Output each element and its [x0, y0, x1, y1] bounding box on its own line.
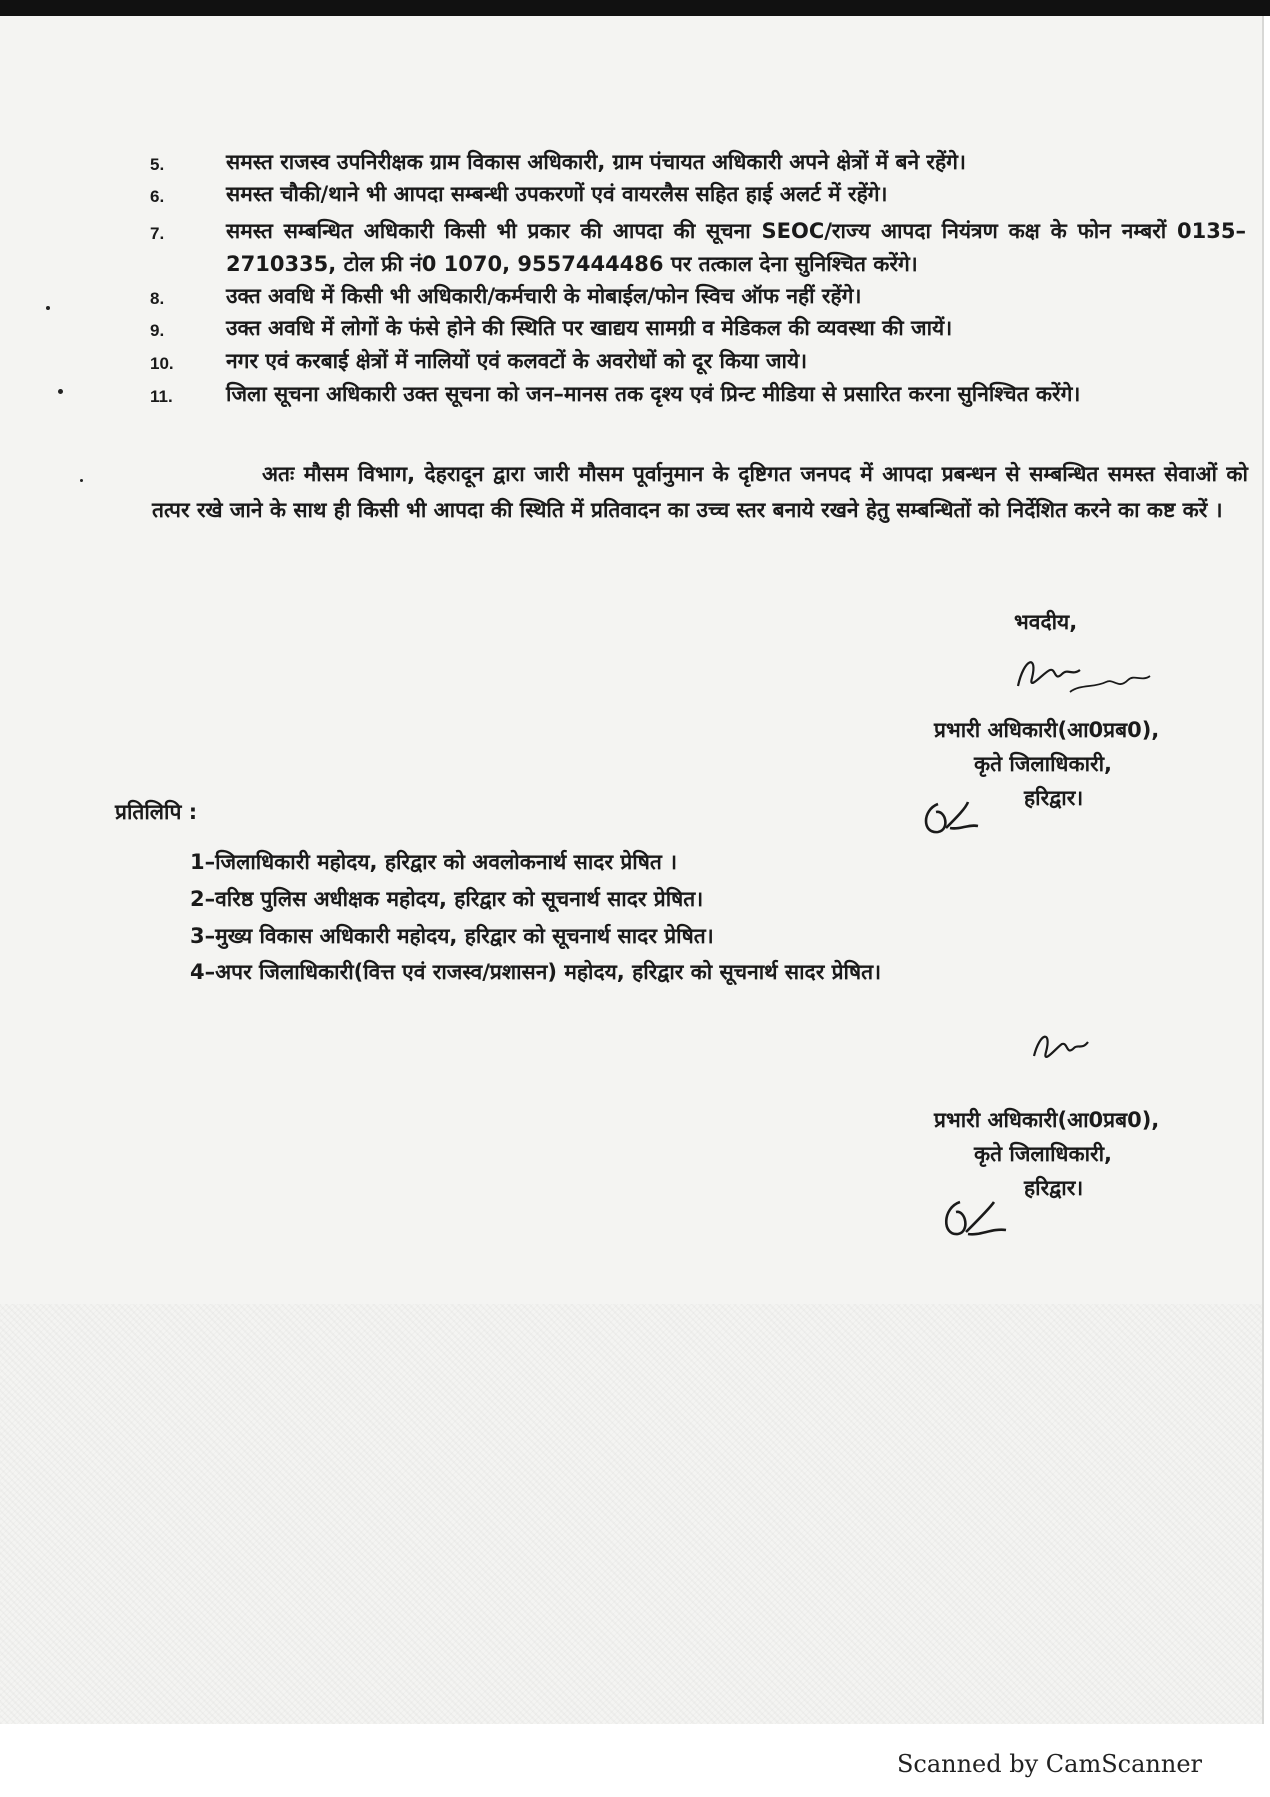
scanner-watermark: Scanned by CamScanner [896, 1750, 1202, 1778]
initials [916, 794, 996, 844]
signatory-on-behalf: कृते जिलाधिकारी, [974, 1142, 1113, 1166]
list-item-number: 8. [150, 289, 165, 308]
signatory-on-behalf: कृते जिलाधिकारी, [974, 752, 1113, 776]
list-item-number: 6. [150, 187, 165, 206]
list-item-number: 11. [150, 387, 173, 406]
document-page [0, 16, 1264, 1724]
list-item-number: 10. [150, 354, 174, 373]
list-item-text: समस्त राजस्व उपनिरीक्षक ग्राम विकास अधिकारी, ग्राम पंचायत अधिकारी अपने क्षेत्रों में बने रहेंगे। [226, 150, 966, 174]
scan-grain [0, 1304, 1262, 1724]
closing-paragraph: अतः मौसम विभाग, देहरादून द्वारा जारी मौसम पूर्वानुमान के दृष्टिगत जनपद में आपदा प्रबन्धन से सम्बन्धित समस्त सेवाओं को तत्पर रखे जाने के साथ ही किसी भी आपदा की स्थिति में प्रतिवादन का उच्च स्तर बनाये रखने हेतु सम्बन्धितों को निर्देशित करने का कष्ट करें । [152, 462, 1248, 522]
list-item-text: उक्त अवधि में किसी भी अधिकारी/कर्मचारी के मोबाईल/फोन स्विच ऑफ नहीं रहेंगे। [226, 284, 862, 308]
signature [1010, 648, 1160, 708]
signatory-location: हरिद्वार। [1024, 1176, 1084, 1200]
scan-speck [80, 479, 83, 482]
copy-to-item: 2–वरिष्ठ पुलिस अधीक्षक महोदय, हरिद्वार को सूचनार्थ सादर प्रेषित। [190, 887, 704, 911]
signatory-location: हरिद्वार। [1024, 786, 1084, 810]
list-item-number: 5. [150, 155, 165, 174]
list-item-text: उक्त अवधि में लोगों के फंसे होने की स्थिति पर खाद्यय सामग्री व मेडिकल की व्यवस्था की जायें। [226, 316, 953, 340]
scan-speck [58, 389, 63, 394]
list-item-number: 7. [150, 224, 165, 243]
list-item-text: समस्त सम्बन्धित अधिकारी किसी भी प्रकार की आपदा की सूचना SEOC/राज्य आपदा नियंत्रण कक्ष के फोन नम्बरों 0135–2710335, टोल फ्री नं0 1070, 9557444486 पर तत्काल देना सुनिश्चित करेंगे। [226, 219, 1246, 276]
signatory-designation: प्रभारी अधिकारी(आ0प्रब0), [934, 718, 1160, 742]
copy-to-heading: प्रतिलिपि : [115, 800, 198, 824]
scan-top-border [0, 0, 1270, 16]
list-item-text: नगर एवं करबाई क्षेत्रों में नालियों एवं कलवटों के अवरोधों को दूर किया जाये। [226, 349, 808, 373]
list-item-text: जिला सूचना अधिकारी उक्त सूचना को जन–मानस तक दृश्य एवं प्रिन्ट मीडिया से प्रसारित करना सुनिश्चित करेंगे। [226, 382, 1081, 406]
list-item-number: 9. [150, 321, 165, 340]
signatory-designation: प्रभारी अधिकारी(आ0प्रब0), [934, 1108, 1160, 1132]
initials [936, 1192, 1016, 1248]
copy-to-item: 4–अपर जिलाधिकारी(वित्त एवं राजस्व/प्रशासन) महोदय, हरिद्वार को सूचनार्थ सादर प्रेषित। [190, 960, 882, 984]
list-item-text: समस्त चौकी/थाने भी आपदा सम्बन्धी उपकरणों एवं वायरलैस सहित हाई अलर्ट में रहेंगे। [226, 182, 888, 206]
signature [1026, 1024, 1096, 1072]
scan-speck [46, 306, 50, 310]
copy-to-item: 3–मुख्य विकास अधिकारी महोदय, हरिद्वार को सूचनार्थ सादर प्रेषित। [190, 924, 714, 948]
salutation: भवदीय, [1014, 610, 1078, 634]
copy-to-item: 1–जिलाधिकारी महोदय, हरिद्वार को अवलोकनार्थ सादर प्रेषित । [190, 850, 678, 874]
